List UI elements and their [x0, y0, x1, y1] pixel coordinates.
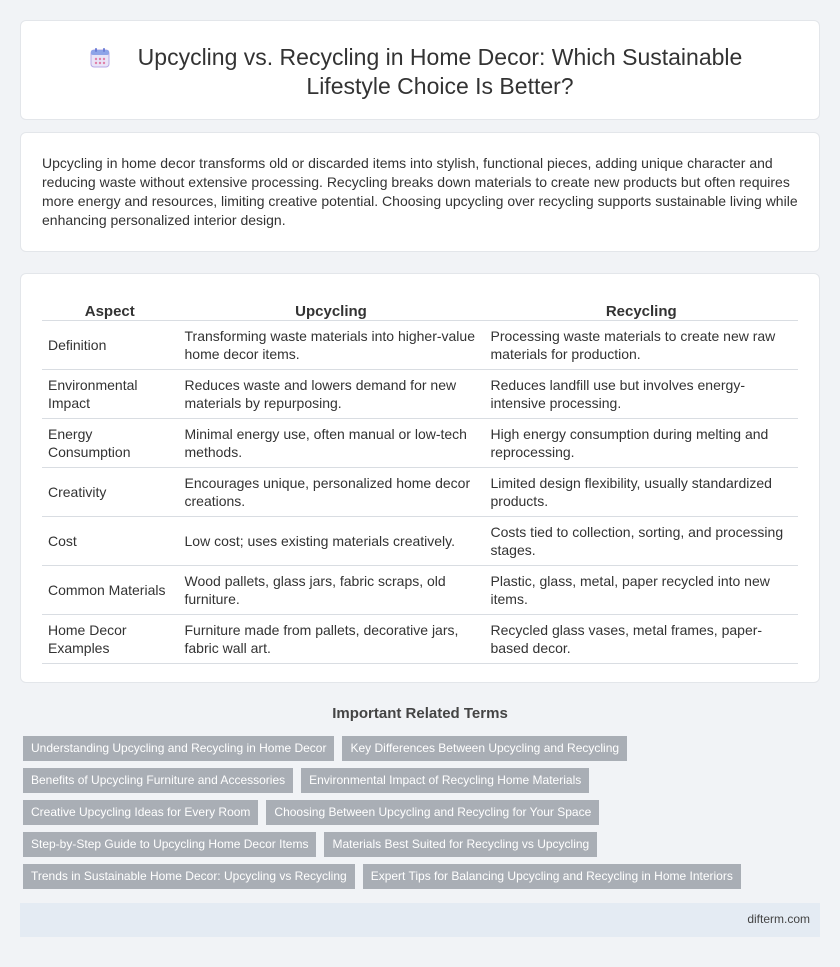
aspect-cell: Creativity: [42, 467, 178, 516]
tag-row: [23, 768, 783, 800]
related-term-link[interactable]: Expert Tips for Balancing Upcycling and Recycling in Home Interiors: [363, 864, 741, 889]
page-title: Upcycling vs. Recycling in Home Decor: Which Sustainable Lifestyle Choice Is Better?: [137, 44, 743, 99]
related-term-link[interactable]: Choosing Between Upcycling and Recycling for Your Space: [266, 800, 599, 825]
column-header-upcycling: Upcycling: [178, 296, 484, 320]
upcycling-cell: Encourages unique, personalized home decor creations.: [178, 467, 484, 516]
upcycling-cell: Furniture made from pallets, decorative jars, fabric wall art.: [178, 614, 484, 663]
upcycling-cell: Transforming waste materials into higher-value home decor items.: [178, 320, 484, 369]
related-term-link[interactable]: Materials Best Suited for Recycling vs Upcycling: [324, 832, 597, 857]
footer: [20, 903, 820, 937]
tag-row: [23, 736, 783, 768]
tag-row: [23, 864, 783, 896]
table-row: [42, 369, 798, 418]
table-row: [42, 516, 798, 565]
tag-row: [23, 832, 783, 864]
upcycling-cell: Minimal energy use, often manual or low-tech methods.: [178, 418, 484, 467]
comparison-table: [42, 296, 798, 664]
upcycling-cell: Low cost; uses existing materials creatively.: [178, 516, 484, 565]
column-header-aspect: Aspect: [42, 296, 178, 320]
site-name[interactable]: difterm.com: [747, 912, 810, 926]
related-term-link[interactable]: Understanding Upcycling and Recycling in Home Decor: [23, 736, 334, 761]
aspect-cell: Cost: [42, 516, 178, 565]
recycling-cell: Processing waste materials to create new raw materials for production.: [484, 320, 798, 369]
related-term-link[interactable]: Environmental Impact of Recycling Home Materials: [301, 768, 589, 793]
related-term-link[interactable]: Key Differences Between Upcycling and Recycling: [342, 736, 627, 761]
table-row: [42, 467, 798, 516]
related-term-link[interactable]: Creative Upcycling Ideas for Every Room: [23, 800, 258, 825]
related-terms-list: [23, 736, 783, 896]
recycling-cell: Plastic, glass, metal, paper recycled into new items.: [484, 565, 798, 614]
title-card: [20, 20, 820, 120]
recycling-cell: Limited design flexibility, usually standardized products.: [484, 467, 798, 516]
table-row: [42, 418, 798, 467]
comparison-card: [20, 273, 820, 683]
recycling-cell: Reduces landfill use but involves energy-intensive processing.: [484, 369, 798, 418]
recycling-cell: Recycled glass vases, metal frames, paper-based decor.: [484, 614, 798, 663]
intro-card: [20, 132, 820, 252]
related-term-link[interactable]: Benefits of Upcycling Furniture and Accessories: [23, 768, 293, 793]
intro-paragraph: Upcycling in home decor transforms old or discarded items into stylish, functional pieces, adding unique character and reducing waste without extensive processing. Recycling breaks down materials to create new products but often requires more energy and resources, limiting creative potential. Choosing upcycling over recycling supports sustainable living while enhancing personalized interior design.: [42, 155, 798, 228]
table-row: [42, 320, 798, 369]
recycling-cell: High energy consumption during melting and reprocessing.: [484, 418, 798, 467]
aspect-cell: Common Materials: [42, 565, 178, 614]
upcycling-cell: Wood pallets, glass jars, fabric scraps, old furniture.: [178, 565, 484, 614]
upcycling-cell: Reduces waste and lowers demand for new materials by repurposing.: [178, 369, 484, 418]
aspect-cell: Environmental Impact: [42, 369, 178, 418]
column-header-recycling: Recycling: [484, 296, 798, 320]
aspect-cell: Energy Consumption: [42, 418, 178, 467]
tag-row: [23, 800, 783, 832]
related-term-link[interactable]: Step-by-Step Guide to Upcycling Home Decor Items: [23, 832, 316, 857]
table-header-row: [42, 296, 798, 320]
table-row: [42, 614, 798, 663]
aspect-cell: Definition: [42, 320, 178, 369]
table-row: [42, 565, 798, 614]
related-terms-heading: Important Related Terms: [332, 705, 508, 722]
recycling-cell: Costs tied to collection, sorting, and processing stages.: [484, 516, 798, 565]
aspect-cell: Home Decor Examples: [42, 614, 178, 663]
related-term-link[interactable]: Trends in Sustainable Home Decor: Upcycling vs Recycling: [23, 864, 355, 889]
